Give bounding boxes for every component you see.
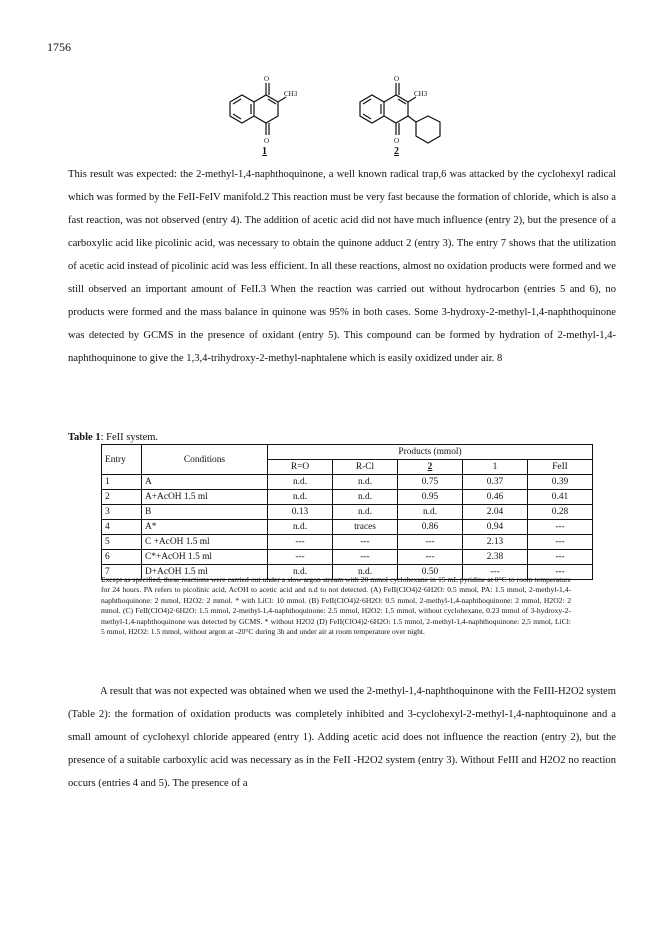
- table-label: Table 1: [68, 432, 101, 443]
- header-r-o: R=O: [268, 460, 333, 475]
- paragraph-1: This result was expected: the 2-methyl-1,4-naphthoquinone, a well known radical trap,6 was attacked by the cyclohexyl radical which was formed by the FeII-FeIV manifold.2 This reaction must be very fast because the formation of chloride, which is also a fast reaction, was not observed (entry 4). The addition of acetic acid did not have much influence (entry 2), but the presence of a carboxylic acid like picolinic acid, was necessary to obtain the quinone adduct 2 (entry 3). The entry 7 shows that the utilization of acetic acid instead of picolinic acid was less efficient. In all these reactions, almost no oxidation products were formed and we still observed an important amount of FeII.3 When the reaction was carried out without hydrocarbon (entries 5 and 6), no products were formed and the mass balance in quinone was 95% in both cases. Some 3-hydroxy-2-methyl-1,4-naphthoquinone was detected by GCMS in the presence of oxidant (entry 5). This compound can be formed by hydration of 2-methyl-1,4-naphthoquinone to give the 1,3,4-trihydroxy-2-methyl-naphtalene which is easily oxidized under air. 8: [68, 169, 616, 364]
- table-footnote: Except as specified, these reactions were carried out under a slow argon stream with 20 mmol cyclohexane in 15 mL pyridine at 0°C to room temperature for 24 hours. PA refers to picolinic acid, AcOH to acetic acid and n.d to not detected. (A) FeII(ClO4)2·6H2O: 0.5 mmol, PA: 1.5 mmol, 2-methyl-1,4-naphthoquinone: 2 mmol, H2O2: 2 mmol. * with LiCl: 10 mmol. (B) FeII(ClO4)2·6H2O: 0.5 mmol, 2-methyl-1,4-naphthoquinone: 2 mmol, H2O2: 2 mmol. (C) FeII(ClO4)2·6H2O: 1.5 mmol, 2-methyl-1,4-naphthoquinone: 2.5 mmol, H2O2: 1.5 mmol, without cyclohexane, 0.23 mmol of 3-hydroxy-2-methyl-1,4-naphthoquinone was detected by GCMS. * without H2O2 (D) FeII(ClO4)2·6H2O: 1.5 mmol, 2-methyl-1,4-naphthoquinone: 2,5 mmol, LiCl: 5 mmol, H2O2: 1.5 mmol, without argon at -20°C during 3h and under air at room temperature over night.: [101, 575, 571, 637]
- table-row: 3 B 0.13 n.d. n.d. 2.04 0.28: [102, 505, 593, 520]
- header-cmpd-1: 1: [463, 460, 528, 475]
- table-caption: [68, 432, 158, 443]
- header-entry: Entry: [102, 445, 142, 475]
- header-fe: FeII: [528, 460, 593, 475]
- table-row: 5 C +AcOH 1.5 ml --- --- --- 2.13 ---: [102, 535, 593, 550]
- paragraph-2: [68, 680, 616, 795]
- methyl-label-2: CH3: [414, 90, 428, 98]
- page-number: 1756: [47, 40, 71, 54]
- oxygen-label-1b: O: [264, 137, 270, 145]
- header-conditions: Conditions: [142, 445, 268, 475]
- table-row: 6 C*+AcOH 1.5 ml --- --- --- 2.38 ---: [102, 550, 593, 565]
- header-products: Products (mmol): [268, 445, 593, 460]
- table-row: 7 D+AcOH 1.5 ml n.d. n.d. 0.50 --- ---: [102, 565, 593, 580]
- table-row: 2 A+AcOH 1.5 ml n.d. n.d. 0.95 0.46 0.41: [102, 490, 593, 505]
- methyl-label-1: CH3: [284, 90, 298, 98]
- oxygen-label-1a: O: [264, 75, 270, 83]
- chemical-structures: [210, 72, 470, 162]
- results-table: [101, 444, 593, 580]
- structure-2: [360, 83, 440, 143]
- compound-label-1: 1: [262, 146, 267, 157]
- structure-1: [230, 83, 286, 135]
- oxygen-label-2a: O: [394, 75, 400, 83]
- oxygen-label-2b: O: [394, 137, 400, 145]
- header-cmpd-2: 2: [398, 460, 463, 475]
- header-r-cl: R-Cl: [333, 460, 398, 475]
- paragraph-2-text: A result that was not expected was obtained when we used the 2-methyl-1,4-naphthoquinone with the FeIII-H2O2 system (Table 2): the formation of oxidation products was completely inhibited and 3-cyclohexyl-2-methyl-1,4-naphtoquinone and a small amount of cyclohexyl chloride appeared (entry 1). Adding acetic acid does not influence the reaction (entry 2), but the presence of a suitable carboxylic acid was necessary as in the FeII -H2O2 system (entry 3). Without FeIII and H2O2 no reaction occurs (entries 4 and 5). The presence of a: [68, 686, 616, 789]
- table-caption-text: : FeII system.: [100, 432, 159, 443]
- table-row: 1 A n.d. n.d. 0.75 0.37 0.39: [102, 475, 593, 490]
- compound-label-2: 2: [394, 146, 399, 157]
- table-row: 4 A* n.d. traces 0.86 0.94 ---: [102, 520, 593, 535]
